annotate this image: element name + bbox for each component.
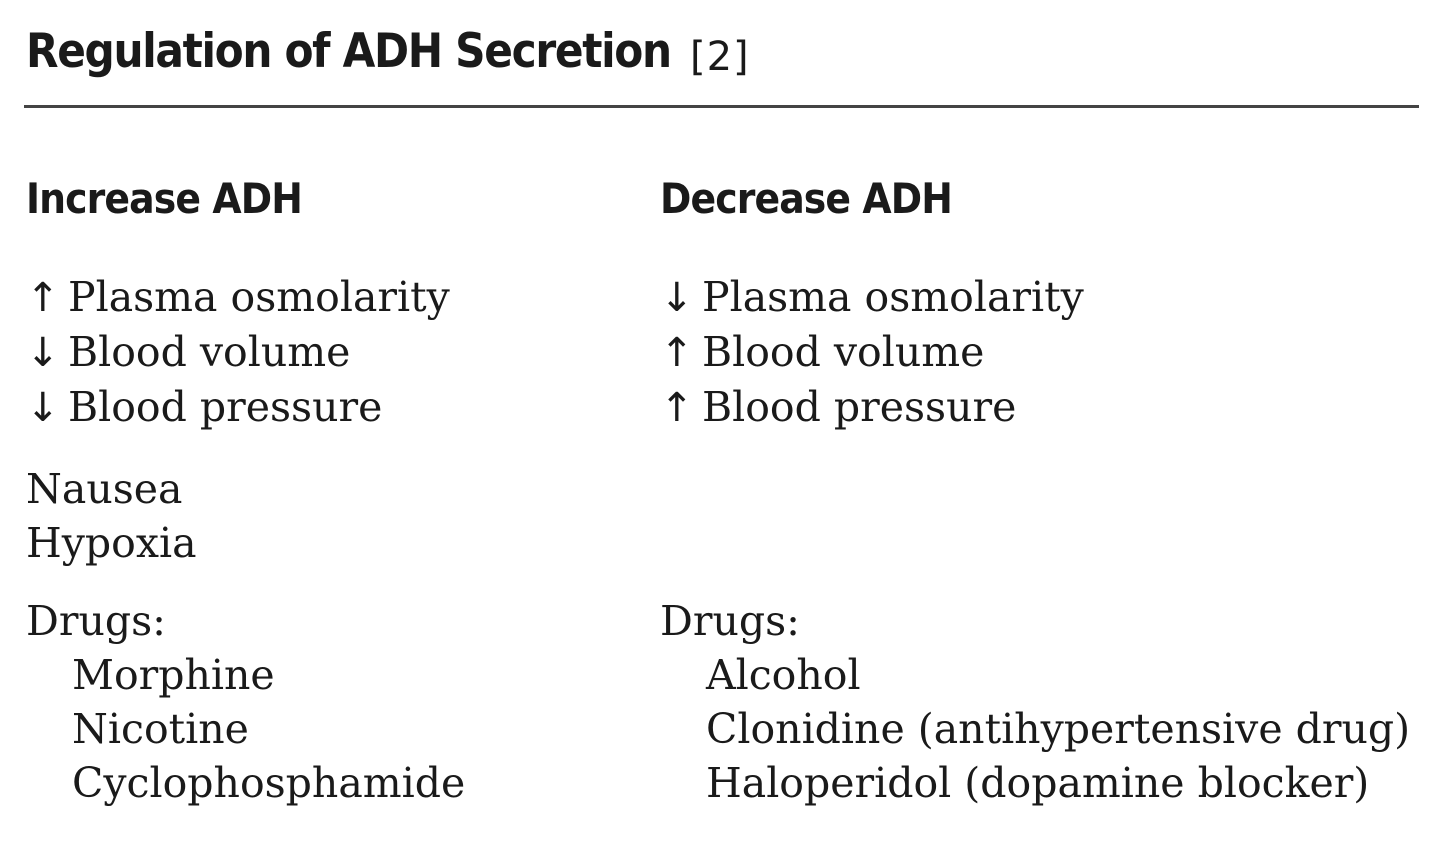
decrease-adh-column xyxy=(660,174,1411,807)
arrow-up-icon: ↑ xyxy=(660,330,694,376)
increase-adh-heading: Increase ADH xyxy=(26,174,302,223)
decrease-drugs-label: Drugs: xyxy=(660,597,800,645)
increase-drugs-label: Drugs: xyxy=(26,597,166,645)
increase-change-item xyxy=(26,270,450,325)
title-row xyxy=(26,24,750,80)
change-label: Plasma osmolarity xyxy=(702,273,1084,321)
change-label: Blood pressure xyxy=(702,383,1017,431)
arrow-up-icon: ↑ xyxy=(26,275,60,321)
increase-other-list xyxy=(26,462,197,570)
decrease-changes-list xyxy=(660,270,1084,435)
increase-drug-item: Cyclophosphamide xyxy=(72,759,466,807)
decrease-drugs-list xyxy=(660,594,1410,810)
decrease-change-item xyxy=(660,270,1084,325)
increase-drug-item: Nicotine xyxy=(72,705,249,753)
decrease-drug-item: Haloperidol (dopamine blocker) xyxy=(706,759,1370,807)
decrease-adh-heading: Decrease ADH xyxy=(660,174,952,223)
decrease-change-item xyxy=(660,380,1084,435)
reference-citation: [2] xyxy=(690,34,750,80)
decrease-drug-item: Clonidine (antihypertensive drug) xyxy=(706,705,1411,753)
increase-change-item xyxy=(26,380,450,435)
increase-drug-item: Morphine xyxy=(72,651,275,699)
decrease-change-item xyxy=(660,325,1084,380)
increase-other-item: Hypoxia xyxy=(26,519,197,567)
change-label: Blood volume xyxy=(702,328,985,376)
increase-drugs-list xyxy=(26,594,465,810)
increase-adh-column xyxy=(26,174,466,807)
change-label: Blood volume xyxy=(68,328,351,376)
arrow-down-icon: ↓ xyxy=(660,275,694,321)
increase-change-item xyxy=(26,325,450,380)
arrow-down-icon: ↓ xyxy=(26,330,60,376)
arrow-up-icon: ↑ xyxy=(660,385,694,431)
title-divider xyxy=(24,105,1419,108)
increase-other-item: Nausea xyxy=(26,465,183,513)
change-label: Blood pressure xyxy=(68,383,383,431)
increase-changes-list xyxy=(26,270,450,435)
decrease-drug-item: Alcohol xyxy=(706,651,861,699)
change-label: Plasma osmolarity xyxy=(68,273,450,321)
arrow-down-icon: ↓ xyxy=(26,385,60,431)
page-title: Regulation of ADH Secretion xyxy=(26,24,671,79)
